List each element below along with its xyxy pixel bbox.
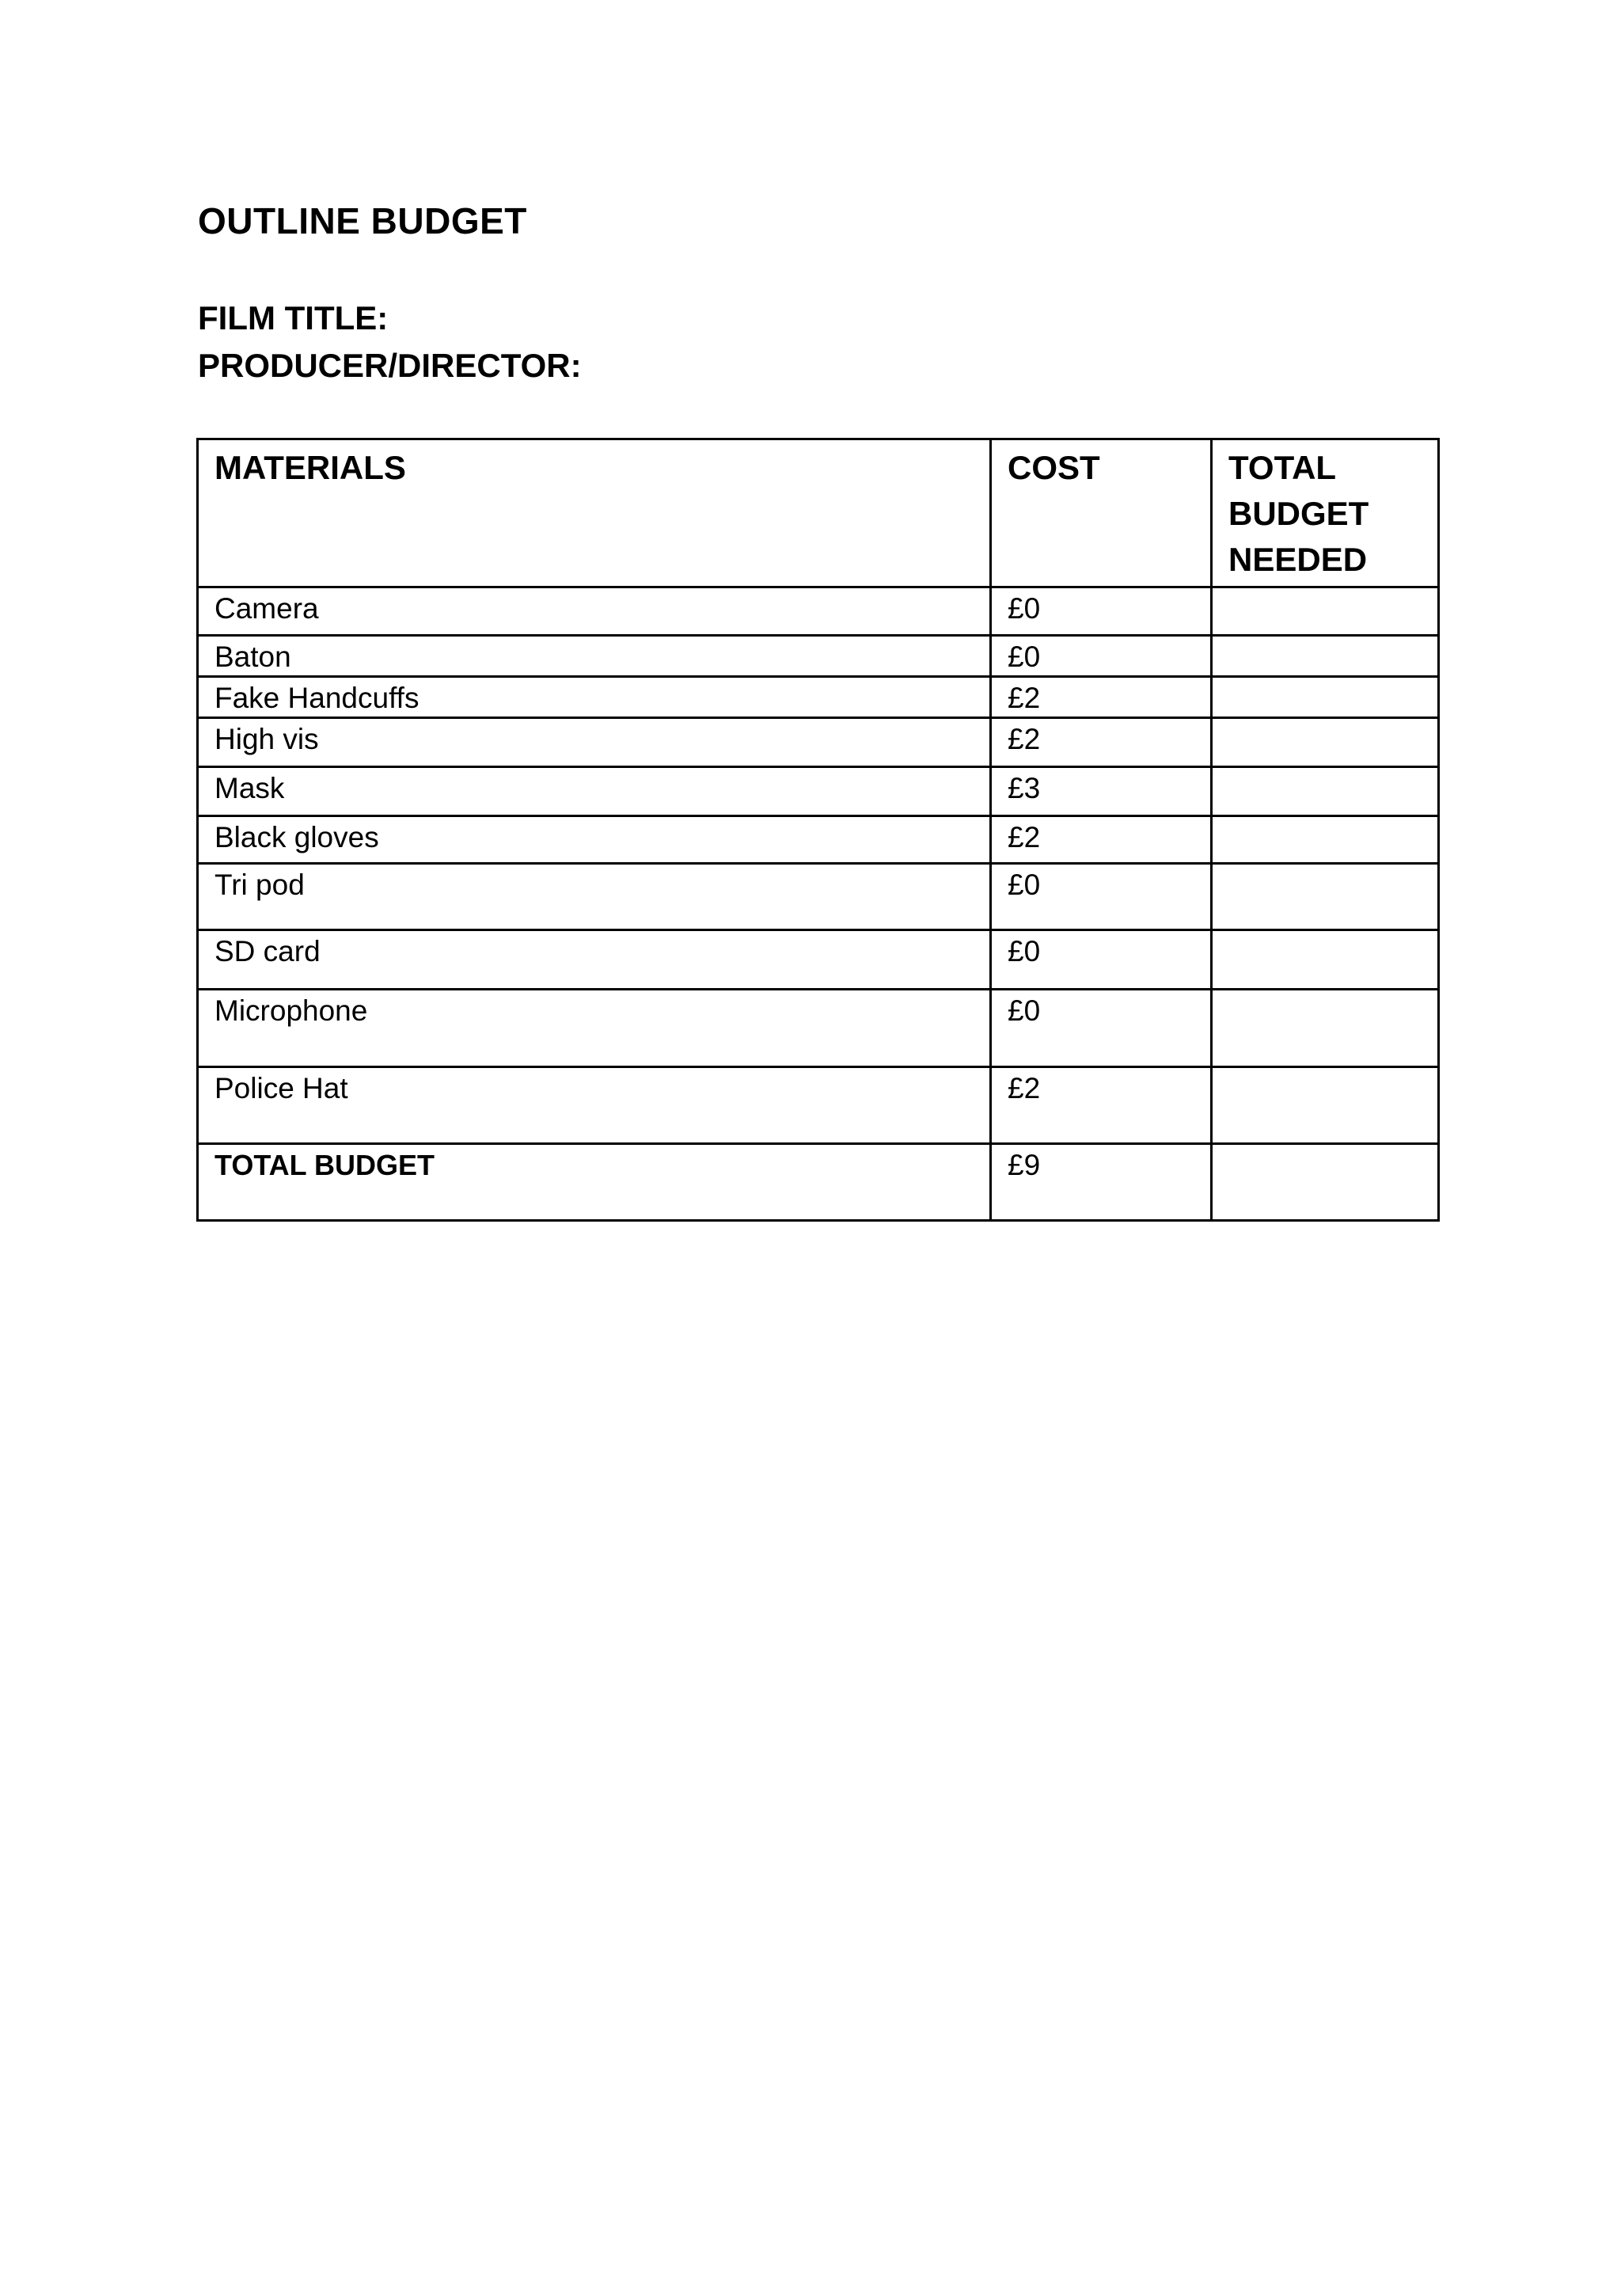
cost-cell: £0	[991, 990, 1212, 1067]
header-materials: MATERIALS	[198, 439, 991, 587]
table-row	[198, 636, 1439, 677]
table-row	[198, 718, 1439, 767]
header-cost: COST	[991, 439, 1212, 587]
needed-cell	[1212, 990, 1439, 1067]
table-row	[198, 930, 1439, 990]
needed-cell	[1212, 587, 1439, 636]
total-row	[198, 1144, 1439, 1221]
item-cell: Camera	[198, 587, 991, 636]
cost-cell: £2	[991, 718, 1212, 767]
cost-cell: £3	[991, 767, 1212, 816]
item-cell: Police Hat	[198, 1067, 991, 1144]
page-title: OUTLINE BUDGET	[198, 200, 527, 241]
budget-table	[196, 438, 1440, 1222]
item-cell: SD card	[198, 930, 991, 990]
needed-cell	[1212, 1067, 1439, 1144]
total-budget-label: TOTAL BUDGET	[198, 1144, 991, 1221]
table-row	[198, 990, 1439, 1067]
table-header-row	[198, 439, 1439, 587]
total-needed-cell	[1212, 1144, 1439, 1221]
needed-cell	[1212, 816, 1439, 864]
needed-cell	[1212, 864, 1439, 930]
item-cell: Mask	[198, 767, 991, 816]
table-row	[198, 767, 1439, 816]
needed-cell	[1212, 677, 1439, 718]
needed-cell	[1212, 930, 1439, 990]
cost-cell: £0	[991, 930, 1212, 990]
cost-cell: £0	[991, 864, 1212, 930]
item-cell: High vis	[198, 718, 991, 767]
film-title-label: FILM TITLE:	[198, 299, 389, 336]
needed-cell	[1212, 636, 1439, 677]
cost-cell: £0	[991, 636, 1212, 677]
table-row	[198, 1067, 1439, 1144]
producer-director-label: PRODUCER/DIRECTOR:	[198, 347, 582, 384]
header-total-budget-needed: TOTAL BUDGET NEEDED	[1212, 439, 1439, 587]
cost-cell: £2	[991, 1067, 1212, 1144]
needed-cell	[1212, 767, 1439, 816]
item-cell: Microphone	[198, 990, 991, 1067]
item-cell: Black gloves	[198, 816, 991, 864]
item-cell: Fake Handcuffs	[198, 677, 991, 718]
table-row	[198, 816, 1439, 864]
needed-cell	[1212, 718, 1439, 767]
cost-cell: £2	[991, 816, 1212, 864]
cost-cell: £0	[991, 587, 1212, 636]
total-cost-cell: £9	[991, 1144, 1212, 1221]
table-row	[198, 677, 1439, 718]
item-cell: Tri pod	[198, 864, 991, 930]
table-row	[198, 587, 1439, 636]
item-cell: Baton	[198, 636, 991, 677]
cost-cell: £2	[991, 677, 1212, 718]
table-row	[198, 864, 1439, 930]
